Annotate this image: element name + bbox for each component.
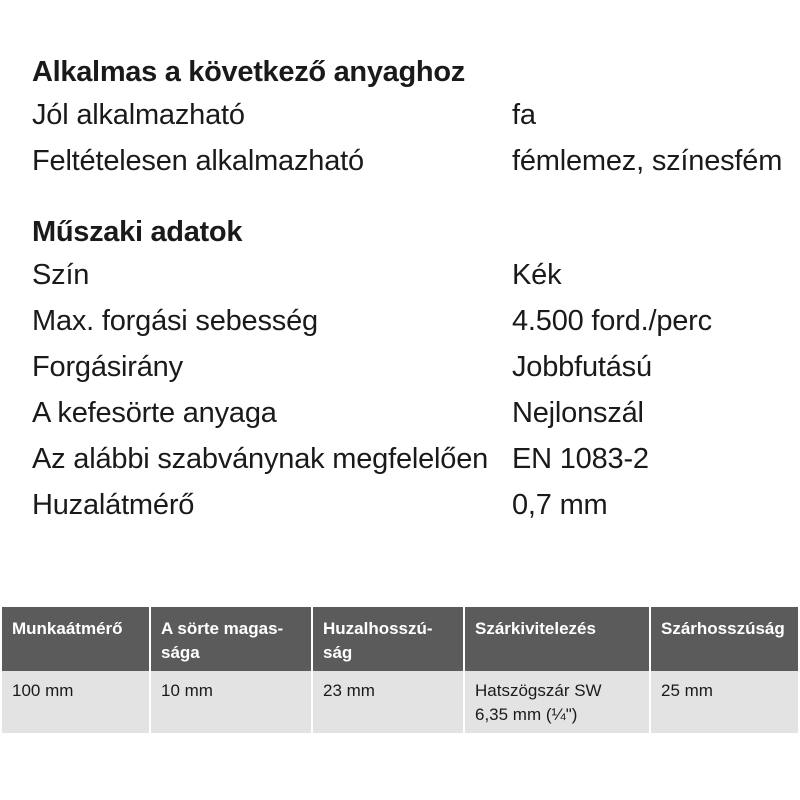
spec-label: Jól alkalmazható <box>32 99 245 131</box>
table-cell: 10 mm <box>150 671 312 733</box>
table-cell: 23 mm <box>312 671 464 733</box>
spec-row <box>32 390 792 436</box>
spec-label: A kefesörte anyaga <box>32 397 277 429</box>
spec-label: Max. forgási sebesség <box>32 305 318 337</box>
table-cell: Hatszögszár SW 6,35 mm (¼") <box>464 671 650 733</box>
spec-value: 4.500 ford./perc <box>512 305 712 337</box>
spec-label: Az alábbi szabványnak megfelelően <box>32 443 489 475</box>
section-heading: Műszaki adatok <box>32 216 243 248</box>
dimensions-table <box>2 607 798 733</box>
section-technical-data <box>32 212 792 528</box>
table-cell: 100 mm <box>2 671 150 733</box>
table-row <box>2 671 798 733</box>
spec-value: fémlemez, színesfém <box>512 145 783 177</box>
spec-row <box>32 138 792 184</box>
section-suitable-materials <box>32 52 792 184</box>
spec-label: Szín <box>32 259 90 291</box>
spec-row <box>32 436 792 482</box>
table-cell: 25 mm <box>650 671 798 733</box>
spec-label: Huzalátmérő <box>32 489 195 521</box>
spec-row <box>32 344 792 390</box>
section-heading: Alkalmas a következő anyaghoz <box>32 56 465 88</box>
column-header-wire-length: Huzalhosszú- ság <box>312 607 464 671</box>
column-header-work-diameter: Munkaátmérő <box>2 607 150 671</box>
column-header-shank-type: Szárkivitelezés <box>464 607 650 671</box>
spec-value: 0,7 mm <box>512 489 608 521</box>
spec-value: Jobbfutású <box>512 351 652 383</box>
spec-value: Nejlonszál <box>512 397 644 429</box>
spec-row <box>32 482 792 528</box>
spec-row <box>32 92 792 138</box>
column-header-shank-length: Szárhosszúság <box>650 607 798 671</box>
spec-row <box>32 298 792 344</box>
table-header-row <box>2 607 798 671</box>
spec-value: Kék <box>512 259 562 291</box>
spec-label: Feltételesen alkalmazható <box>32 145 364 177</box>
spec-label: Forgásirány <box>32 351 183 383</box>
spec-row <box>32 252 792 298</box>
spec-value: EN 1083-2 <box>512 443 649 475</box>
spec-value: fa <box>512 99 536 131</box>
column-header-bristle-height: A sörte magas- sága <box>150 607 312 671</box>
